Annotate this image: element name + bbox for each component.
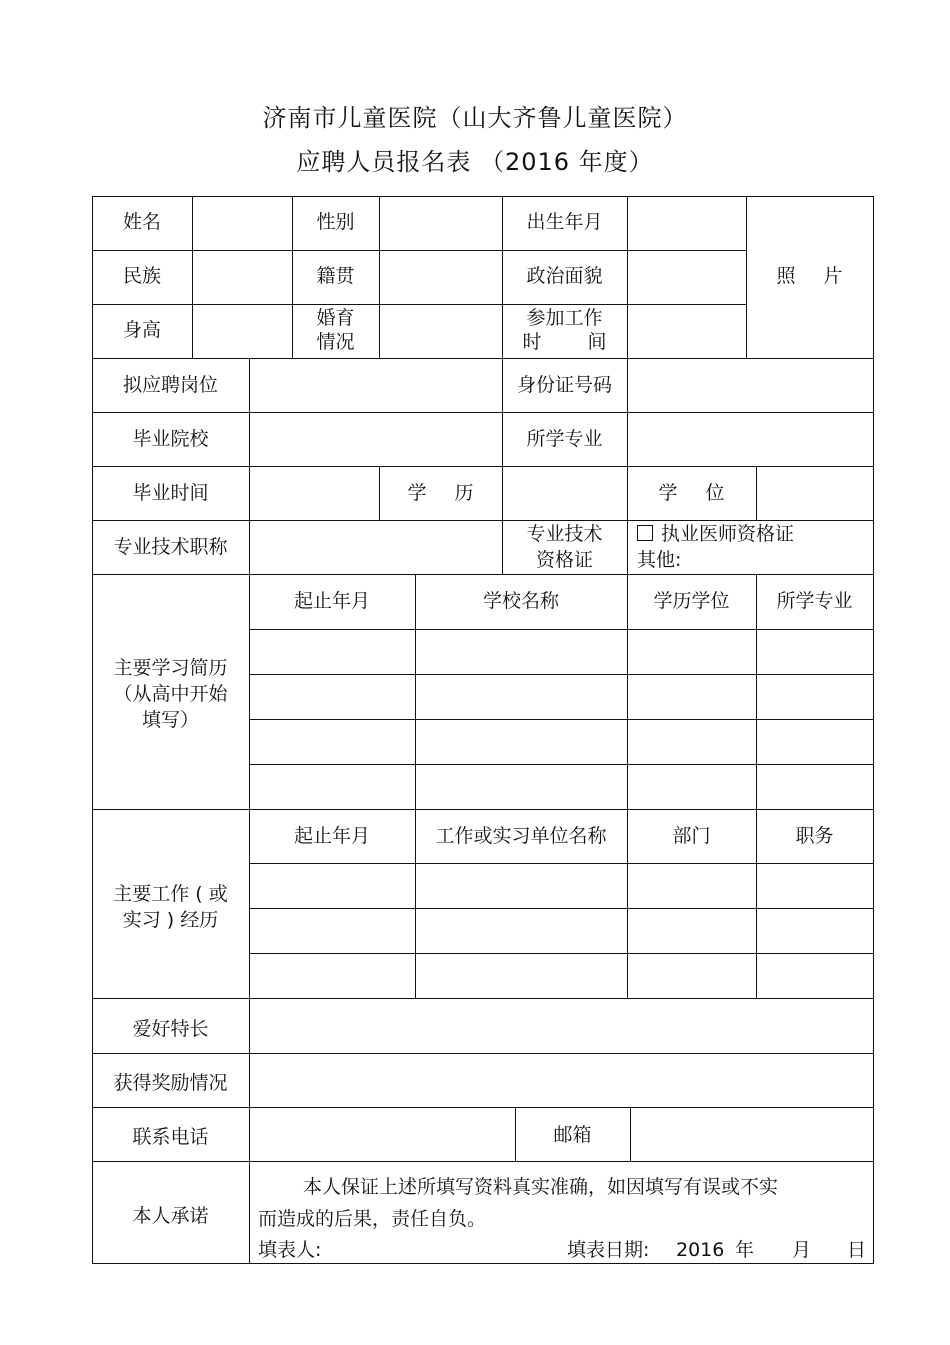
fill-date-year-unit: 年 [735,1239,755,1261]
label-school: 毕业院校 [132,428,209,450]
photo-box: 照 片 [776,265,843,287]
table-rule [92,412,874,413]
table-rule [92,250,747,251]
study-header: 所学专业 [776,590,853,612]
table-rule [249,629,874,630]
label-education: 学 历 [407,482,474,504]
pledge-text-1: 本人保证上述所填写资料真实准确，如因填写有误或不实 [303,1176,779,1198]
pledge-text-2: 而造成的后果，责任自负。 [258,1208,487,1230]
label-work-start-1: 参加工作 [526,307,603,329]
table-rule [249,674,874,675]
fill-date-label: 填表日期: [567,1239,650,1261]
table-rule [92,358,874,359]
label-marital-2: 情况 [316,331,355,353]
label-major: 所学专业 [526,428,603,450]
checkbox[interactable] [637,525,653,541]
table-rule [92,1107,874,1108]
label-native-place: 籍贯 [316,265,355,287]
work-header: 工作或实习单位名称 [435,825,607,847]
filler-label: 填表人: [258,1239,322,1261]
table-rule [630,1107,631,1162]
table-rule [756,466,757,521]
cert-other: 其他: [637,549,682,571]
table-rule [92,1053,874,1054]
table-rule [249,953,874,954]
label-gender: 性别 [316,211,355,233]
study-header: 学校名称 [482,590,559,612]
work-header: 部门 [672,825,711,847]
label-degree: 学 位 [658,482,725,504]
label-awards: 获得奖励情况 [113,1072,228,1094]
label-tech-cert-1: 专业技术 [526,523,603,545]
label-study-2: （从高中开始 [113,683,228,705]
study-header: 学历学位 [653,590,730,612]
form-subtitle: 应聘人员报名表 （2016 年度） [296,148,654,176]
table-border [873,196,874,1264]
label-birth: 出生年月 [526,211,603,233]
label-tech-cert-2: 资格证 [535,549,593,571]
table-rule [92,1161,874,1162]
form-title: 济南市儿童医院（山大齐鲁儿童医院） [262,104,688,132]
label-position: 拟应聘岗位 [122,374,218,396]
work-header: 起止年月 [293,825,370,847]
table-border [92,196,874,197]
table-rule [249,863,874,864]
label-study-3: 填写） [141,709,199,731]
table-rule [92,304,747,305]
work-header: 职务 [795,825,834,847]
label-marital-1: 婚育 [316,307,355,329]
table-rule [249,719,874,720]
label-study-1: 主要学习简历 [113,657,228,679]
table-rule [379,196,380,359]
fill-date-month-unit: 月 [792,1239,812,1261]
study-header: 起止年月 [293,590,370,612]
table-rule [627,196,628,359]
table-rule [627,520,628,575]
label-grad-time: 毕业时间 [132,482,209,504]
label-height: 身高 [122,319,161,341]
cert-option [663,522,794,547]
label-tech-title: 专业技术职称 [113,536,228,558]
label-ethnicity: 民族 [122,265,161,287]
label-name: 姓名 [122,211,161,233]
table-rule [249,764,874,765]
table-rule [192,196,193,359]
label-work-start-2: 时 间 [522,331,607,353]
label-political: 政治面貌 [526,265,603,287]
label-pledge: 本人承诺 [132,1205,209,1227]
table-rule [249,358,250,1264]
label-phone: 联系电话 [132,1126,209,1148]
table-border [92,1263,874,1264]
label-email: 邮箱 [553,1124,592,1146]
label-work-2: 实习 ) 经历 [122,909,219,931]
label-work-1: 主要工作 ( 或 [113,883,228,905]
fill-date-year: 2016 [676,1239,725,1261]
fill-date-day-unit: 日 [847,1239,867,1261]
label-id-number: 身份证号码 [516,374,612,396]
cert-option-label: 执业医师资格证 [661,523,795,545]
table-rule [249,908,874,909]
label-hobby: 爱好特长 [132,1018,209,1040]
